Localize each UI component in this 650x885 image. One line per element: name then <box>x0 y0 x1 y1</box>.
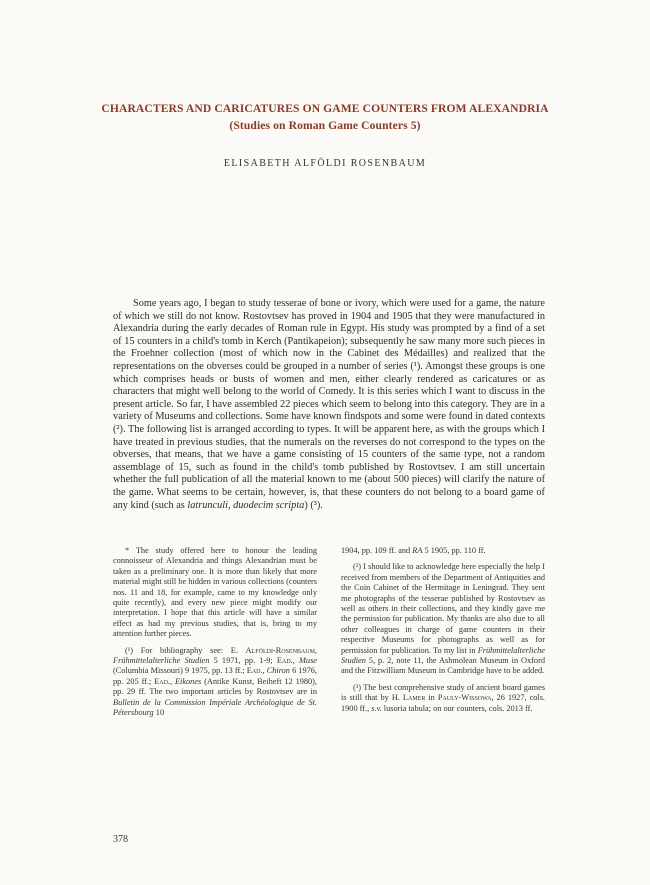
title-main: CHARACTERS AND CARICATURES ON GAME COUNTERS FROM ALEXANDRIA <box>101 102 549 115</box>
page-number: 378 <box>113 834 128 845</box>
paragraph-intro: Some years ago, I began to study tesserae of bone or ivory, which were used for a game, the nature of which we still do not know. Rostovtsev has proved in 1904 and 1905 that they were manufactured in Alexandria during the early decades of Roman rule in Egypt. His study was prompted by a find of a set of 15 counters in a child's tomb in Kerch (Pantikapeion); subsequently he saw many more such pieces in the Froehner collection (most of which now in the Cabinet des Médailles) and realized that the representations on the obverses could be grouped in a number of series (¹). Amongst these groups is one which comprises heads or busts of women and men, either clearly rendered as caricatures or as characters that might well belong to the world of Comedy. It is this series which I want to discuss in the present article. So far, I have assembled 22 pieces which seem to belong into this category. They are in a variety of Museums and collections. Some have known findspots and some were found in dated contexts (²). The following list is arranged according to types. It will be apparent here, as with the groups which I have treated in previous studies, that the numerals on the reverses do not correspond to the types on the obverses, that means, that we have a game consisting of 15 counters of the same type, not a random assemblage of 15, such as found in the child's tomb published by Rostovtsev. I am still uncertain whether the full publication of all the material known to me (about 500 pieces) will clarify the nature of the game. What seems to be certain, however, is, that these counters do not belong to a board game of any kind (such as latrunculi, duodecim scripta) (³). <box>113 298 545 511</box>
footnote-3: (³) The best comprehensive study of ancient board games is still that by H. Lamer in Pauly-Wissowa, 26 1927, cols. 1900 ff., s.v. lusoria tabula; on our counters, cols. 2013 ff. <box>341 682 546 713</box>
footnote-1: (¹) For bibliography see: E. Alföldi-Rosenbaum, Frühmittelalterliche Studien 5 1971, pp. 1-9; Ead., Muse (Columbia Missouri) 9 1975, pp. 13 ff.; Ead., Chiron 6 1976, pp. 205 ff.; Ead., Eikones (Antike Kunst, Beiheft 12 1980), pp. 29 ff. The two important articles by Rostovtsev are in Bulletin de la Commission Impériale Archéologique de St. Pétersbourg 10 <box>113 645 317 718</box>
footnotes-right-column <box>341 546 545 720</box>
footnote-1-continued: 1904, pp. 109 ff. and RA 5 1905, pp. 110 ff. <box>341 546 486 555</box>
article-title <box>60 100 590 134</box>
footnote-2: (²) I should like to acknowledge here especially the help I received from members of the Department of Antiquities and the Coin Cabinet of the Hermitage in Leningrad. They sent me photographs of the tesserae published by Rostovtsev as well as others in their collections, and they kindly gave me the permission for publication. My thanks are also due to all other colleagues in charge of game counters in their respective Museums for photographs as well as for permission for publication. To my list in Frühmittelalterliche Studien 5, p. 2, note 11, the Ashmolean Museum in Oxford and the Fitzwilliam Museum in Cambridge have to be added. <box>341 562 545 676</box>
author-name: ELISABETH ALFÖLDI ROSENBAUM <box>223 158 427 169</box>
title-subtitle: (Studies on Roman Game Counters 5) <box>229 119 421 132</box>
footnote-star: * The study offered here to honour the leading connoisseur of Alexandria and things Alexandrian must be taken as a preliminary one. It is more than likely that more material might still be hidden in various collections (counters nos. 11 and 18, for example, came to my knowledge only quite recently), and every new piece might modify our interpretation. I hope that this article will have a similar effect as had my previous studies, that is, bring to my attention further pieces. <box>113 546 317 639</box>
body-text <box>113 298 545 512</box>
footnotes-left-column <box>113 546 317 725</box>
